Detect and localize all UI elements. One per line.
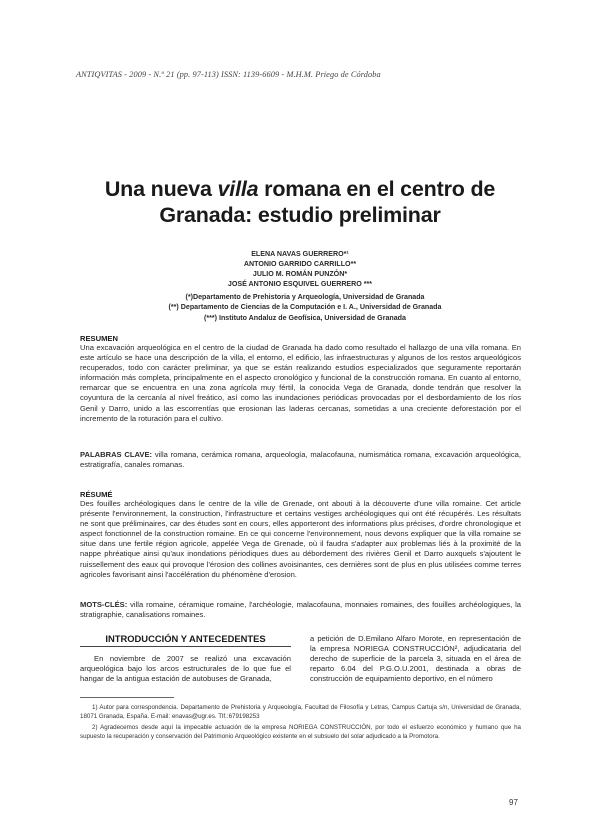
author: ELENA NAVAS GUERRERO*¹ [251, 250, 349, 258]
mots-label: MOTS-CLÉS: [80, 600, 128, 609]
palabras-clave [80, 450, 521, 470]
resume-text: Des fouilles archéologiques dans le centre de la ville de Grenade, ont abouti à la découverte d'une villa romaine. Cet article présente l'environnement, la construction, l'infrastructure et certains vestiges archéologiques qui ont été récupérés. Les résultats ne sont que préliminaires, car des études sont en cours, elles apporteront des informations plus précises, d'ordre chronologique et aspect fonctionnel de la construction romaine. En ce qui concerne l'environnement, nous devons expliquer que la villa romaine se situe dans une fertile région agricole, appelée Vega de Grenade, où il faudra s'adapter aux problemas liés à la proximité de la nappe phréatique ainsi qu'aux inondations périodiques dues au débordement des rivières Genil et Darro auxquels s'ajoutent le ruissellement des eaux qui provoque l'érosion des collines avoisinantes, ces dernières sont de plus en plus utilisées comme terres agricoles favorisant ainsi l'accélération du phénomène d'erosion. [80, 499, 521, 579]
author-list [150, 249, 450, 289]
palabras-text: villa romana, cerámica romana, arqueología, malacofauna, numismática romana, excavación arqueológica, estratigrafía, canales romanas. [80, 450, 521, 470]
affiliation: (***) Instituto Andaluz de Geofísica, Universidad de Granada [204, 313, 406, 322]
footnote-2: 2) Agradecemos desde aquí la impecable actuación de la empresa NORIEGA CONSTRUCCIÓN, por todo el esfuerzo económico y humano que ha supuesto la recuperación y conservación del Patrimonio Arqueológico existente en el subsuelo del solar adjudicado a la Promotora. [80, 724, 521, 740]
heading-underline [80, 646, 291, 647]
resume-heading: RÉSUMÉ [80, 490, 113, 499]
resumen-text: Una excavación arqueológica en el centro de la ciudad de Granada ha dado como resultado el hallazgo de una villa romana. En este artículo se hace una descripción de la villa, el entorno, el edificio, las infraestructuras y algunos de los restos arqueológicos recuperados, todo con carácter preliminar, ya que se están realizando estudios especializados que seguramente reportarán información más completa, principalmente en el aspecto cronológico y funcional de la construcción romana. En cuanto al entorno, remarcar que se encuentra en una zona agrícola muy fértil, la conocida Vega de Granada, donde tendrán que resolver la coyuntura de la cercanía al nivel freático, así como las inundaciones periódicas provocadas por el desbordamiento de los ríos Genil y Darro, unido a las escorrentías que erosionan las laderas cercanas, sometidas a una creciente deforestación por el incremento de la roturación para el cultivo. [80, 343, 521, 423]
affiliation-list [160, 292, 450, 323]
title-part2: romana en el centro de [258, 177, 496, 201]
intro-col1-text: En noviembre de 2007 se realizó una excavación arqueológica bajo los arcos estructurales de lo que fue el hangar de la antigua estación de autobuses de Granada, [80, 654, 291, 684]
mots-text: villa romaine, céramique romaine, l'archéologie, malacofauna, monnaies romaines, des fouilles archéologiques, la stratigraphie, canalisations romaines. [80, 600, 521, 620]
author: JOSÉ ANTONIO ESQUIVEL GUERRERO *** [227, 280, 373, 288]
footnote-separator [80, 697, 174, 698]
title-part1: Una nueva [104, 177, 218, 201]
affiliation: (**) Departamento de Ciencias de la Computación e I. A., Universidad de Granada [168, 303, 442, 312]
footnote-1: 1) Autor para correspondencia. Departamento de Prehistoria y Arqueología, Facultad de Filosofía y Letras, Campus Cartuja s/n, Universidad de Granada, 18071 Granada, España. E-mail: enavas@ugr.es. Tlf.:679198253 [80, 704, 521, 720]
affiliation: (*)Departamento de Prehistoria y Arqueología, Universidad de Granada [185, 293, 425, 301]
article-title [60, 176, 540, 228]
intro-col2-text: a petición de D.Emilano Alfaro Morote, en representación de la empresa NORIEGA CONSTRUCCIÓN², adjudicataria del derecho de superficie de la parcela 3, situada en el área de reparto 6.04 del P.G.O.U.2001, destinada a obras de construcción de equipamiento deportivo, en el número [310, 634, 521, 684]
author: ANTONIO GARRIDO CARRILLO** [243, 260, 357, 268]
page-number: 97 [509, 798, 518, 807]
author: JULIO M. ROMÁN PUNZÓN* [252, 270, 348, 278]
palabras-label: PALABRAS CLAVE: [80, 450, 153, 459]
mots-cles [80, 600, 521, 620]
running-header: ANTIQVITAS - 2009 - N.º 21 (pp. 97-113) ISSN: 1139-6609 - M.H.M. Priego de Córdoba [76, 70, 381, 79]
intro-heading: INTRODUCCIÓN Y ANTECEDENTES [105, 633, 266, 644]
title-line2: Granada: estudio preliminar [159, 203, 441, 227]
title-italic: villa [217, 177, 259, 201]
resumen-heading: RESUMEN [80, 334, 118, 343]
